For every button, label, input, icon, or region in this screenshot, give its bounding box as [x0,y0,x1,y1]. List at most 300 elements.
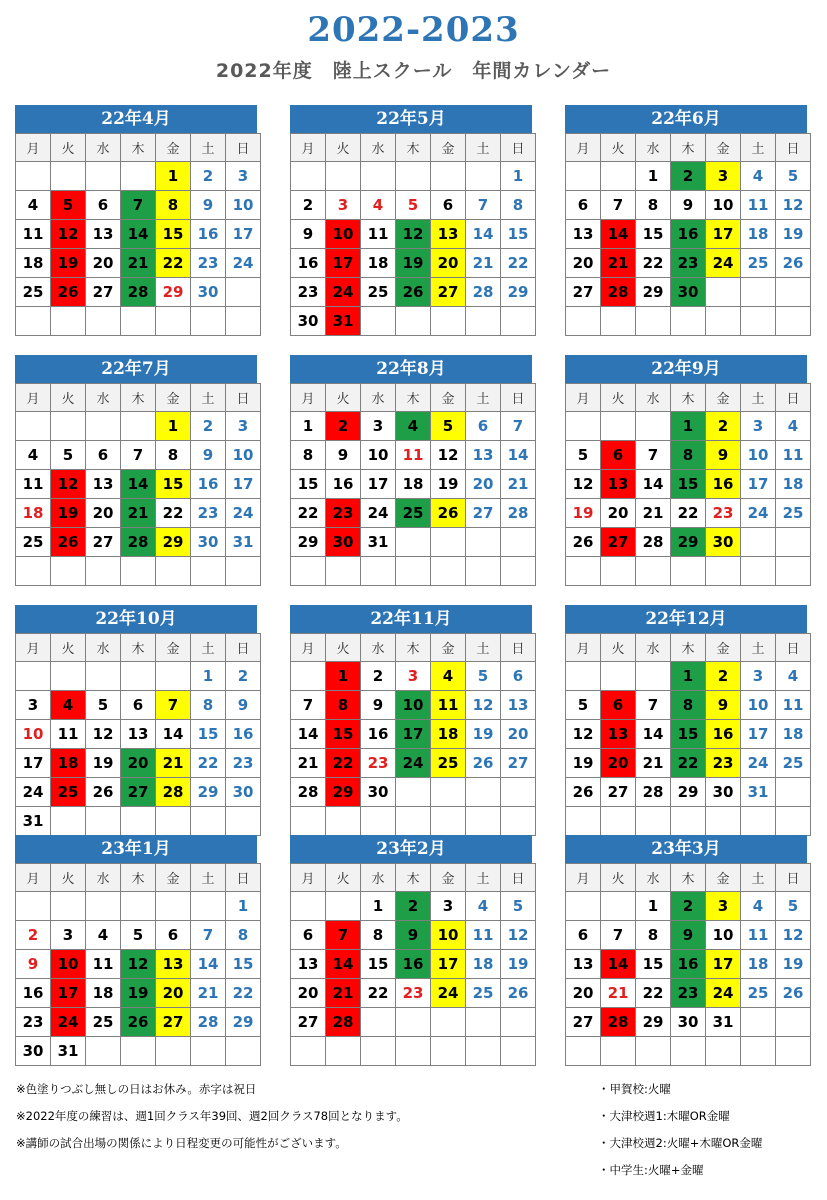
day-cell: 24 [361,499,396,528]
day-cell: 15 [501,220,536,249]
day-cell: 16 [396,950,431,979]
day-cell: 21 [291,749,326,778]
weekday-label: 木 [396,864,431,892]
day-cell: 7 [191,921,226,950]
weekday-label: 木 [671,634,706,662]
month-title: 23年2月 [290,835,532,863]
day-cell: 17 [706,220,741,249]
day-cell: 20 [86,499,121,528]
day-cell: 7 [466,191,501,220]
day-cell: 6 [291,921,326,950]
day-cell: 11 [776,441,811,470]
day-cell: 11 [741,191,776,220]
day-cell: 8 [326,691,361,720]
empty-cell [51,892,86,921]
empty-cell [601,412,636,441]
day-cell: 7 [601,921,636,950]
empty-cell [431,307,466,336]
day-cell: 25 [741,979,776,1008]
notes [16,1076,576,1157]
weekday-label: 月 [566,384,601,412]
weekday-label: 金 [156,134,191,162]
day-cell: 20 [291,979,326,1008]
day-cell: 1 [671,662,706,691]
day-cell: 20 [601,499,636,528]
day-cell: 4 [431,662,466,691]
day-cell: 17 [706,950,741,979]
day-cell: 11 [776,691,811,720]
day-cell: 26 [466,749,501,778]
day-cell: 6 [466,412,501,441]
empty-cell [601,807,636,836]
weekday-label: 木 [121,634,156,662]
day-cell: 4 [86,921,121,950]
empty-cell [121,412,156,441]
day-cell: 2 [16,921,51,950]
day-cell: 13 [601,720,636,749]
day-cell: 2 [671,162,706,191]
weekday-label: 水 [361,134,396,162]
day-cell: 13 [501,691,536,720]
day-cell: 27 [121,778,156,807]
month-calendar [290,835,532,1066]
empty-cell [566,162,601,191]
day-cell: 5 [431,412,466,441]
day-cell: 11 [466,921,501,950]
day-cell: 13 [566,220,601,249]
day-cell: 26 [431,499,466,528]
day-cell: 12 [121,950,156,979]
day-cell: 16 [706,720,741,749]
day-cell: 24 [51,1008,86,1037]
empty-cell [191,807,226,836]
day-cell: 30 [361,778,396,807]
empty-cell [156,662,191,691]
day-cell: 8 [156,191,191,220]
day-cell: 16 [226,720,261,749]
day-cell: 20 [431,249,466,278]
day-cell: 28 [156,778,191,807]
day-cell: 23 [16,1008,51,1037]
day-cell: 11 [431,691,466,720]
day-cell: 14 [466,220,501,249]
day-cell: 29 [291,528,326,557]
day-cell: 30 [706,528,741,557]
day-cell: 2 [706,412,741,441]
day-cell: 21 [326,979,361,1008]
day-cell: 3 [741,412,776,441]
day-cell: 15 [226,950,261,979]
day-cell: 8 [636,191,671,220]
day-cell: 1 [291,412,326,441]
day-cell: 12 [51,470,86,499]
empty-cell [501,307,536,336]
day-cell: 2 [671,892,706,921]
day-cell: 20 [86,249,121,278]
day-cell: 25 [16,278,51,307]
empty-cell [191,307,226,336]
day-cell: 1 [191,662,226,691]
weekday-label: 月 [566,864,601,892]
day-cell: 24 [226,499,261,528]
page-title: 2022-2023 [307,10,520,50]
day-cell: 21 [121,249,156,278]
empty-cell [776,807,811,836]
day-cell: 16 [191,220,226,249]
weekday-label: 月 [16,384,51,412]
day-cell: 3 [431,892,466,921]
empty-cell [466,1008,501,1037]
weekday-label: 月 [16,864,51,892]
day-cell: 6 [501,662,536,691]
empty-cell [741,1008,776,1037]
empty-cell [86,557,121,586]
day-cell: 13 [156,950,191,979]
day-cell: 22 [361,979,396,1008]
month-calendar [15,835,257,1066]
day-cell: 23 [706,749,741,778]
day-cell: 25 [16,528,51,557]
day-cell: 10 [226,191,261,220]
day-cell: 26 [86,778,121,807]
weekday-label: 火 [326,134,361,162]
empty-cell [431,162,466,191]
day-cell: 9 [226,691,261,720]
day-cell: 7 [601,191,636,220]
day-cell: 17 [226,470,261,499]
empty-cell [466,162,501,191]
day-cell: 23 [226,749,261,778]
day-cell: 28 [121,528,156,557]
day-cell: 22 [156,499,191,528]
empty-cell [636,557,671,586]
day-cell: 27 [431,278,466,307]
day-cell: 28 [121,278,156,307]
day-cell: 14 [601,950,636,979]
day-cell: 18 [776,720,811,749]
month-calendar [15,105,257,336]
day-cell: 31 [16,807,51,836]
day-cell: 19 [501,950,536,979]
day-cell: 25 [466,979,501,1008]
day-cell: 13 [291,950,326,979]
day-cell: 2 [291,191,326,220]
day-cell: 1 [156,162,191,191]
day-cell: 21 [636,499,671,528]
day-cell: 18 [16,249,51,278]
day-cell: 18 [86,979,121,1008]
day-cell: 23 [191,249,226,278]
day-cell: 3 [16,691,51,720]
empty-cell [51,412,86,441]
day-cell: 12 [566,470,601,499]
empty-cell [431,528,466,557]
empty-cell [121,1037,156,1066]
day-cell: 7 [636,691,671,720]
empty-cell [431,1037,466,1066]
day-cell: 25 [86,1008,121,1037]
day-cell: 14 [291,720,326,749]
day-cell: 6 [566,191,601,220]
day-cell: 11 [396,441,431,470]
day-cell: 1 [226,892,261,921]
day-cell: 15 [156,220,191,249]
month-title: 22年9月 [565,355,807,383]
day-cell: 13 [601,470,636,499]
weekday-label: 土 [741,384,776,412]
month-calendar [565,105,807,336]
weekday-label: 水 [361,864,396,892]
month-calendar [290,355,532,586]
empty-cell [291,162,326,191]
weekday-label: 水 [86,864,121,892]
empty-cell [706,307,741,336]
weekday-label: 月 [566,134,601,162]
empty-cell [291,807,326,836]
weekday-label: 月 [566,634,601,662]
day-cell: 19 [431,470,466,499]
day-cell: 30 [706,778,741,807]
day-cell: 15 [156,470,191,499]
empty-cell [431,807,466,836]
empty-cell [501,778,536,807]
weekday-label: 金 [156,864,191,892]
day-cell: 5 [776,892,811,921]
weekday-label: 月 [291,864,326,892]
empty-cell [86,412,121,441]
day-cell: 18 [51,749,86,778]
day-cell: 18 [431,720,466,749]
empty-cell [601,892,636,921]
day-cell: 16 [16,979,51,1008]
day-cell: 24 [741,749,776,778]
day-cell: 8 [671,691,706,720]
empty-cell [706,1037,741,1066]
day-cell: 21 [601,979,636,1008]
weekday-label: 火 [51,134,86,162]
month-title: 22年8月 [290,355,532,383]
weekday-label: 日 [501,634,536,662]
day-cell: 19 [776,220,811,249]
day-cell: 24 [326,278,361,307]
empty-cell [86,162,121,191]
day-cell: 2 [706,662,741,691]
day-cell: 31 [706,1008,741,1037]
day-cell: 26 [51,278,86,307]
day-cell: 3 [741,662,776,691]
day-cell: 19 [466,720,501,749]
empty-cell [16,662,51,691]
day-cell: 10 [326,220,361,249]
day-cell: 9 [326,441,361,470]
day-cell: 1 [156,412,191,441]
weekday-label: 土 [191,384,226,412]
day-cell: 12 [566,720,601,749]
day-cell: 19 [566,499,601,528]
day-cell: 18 [361,249,396,278]
day-cell: 20 [501,720,536,749]
day-cell: 22 [501,249,536,278]
day-cell: 30 [671,278,706,307]
month-calendar [15,605,257,836]
month-title: 22年5月 [290,105,532,133]
day-cell: 17 [396,720,431,749]
empty-cell [156,1037,191,1066]
day-cell: 20 [121,749,156,778]
day-cell: 22 [326,749,361,778]
weekday-label: 土 [466,134,501,162]
weekday-label: 日 [776,634,811,662]
day-cell: 15 [291,470,326,499]
day-cell: 22 [226,979,261,1008]
weekday-label: 火 [326,634,361,662]
day-cell: 11 [51,720,86,749]
day-cell: 21 [156,749,191,778]
weekday-label: 火 [51,384,86,412]
weekday-label: 水 [86,384,121,412]
empty-cell [291,662,326,691]
day-cell: 23 [326,499,361,528]
weekday-label: 火 [601,864,636,892]
empty-cell [226,307,261,336]
weekday-label: 月 [291,384,326,412]
day-cell: 5 [51,191,86,220]
day-cell: 16 [671,220,706,249]
day-cell: 25 [361,278,396,307]
day-cell: 5 [121,921,156,950]
day-cell: 4 [776,662,811,691]
empty-cell [121,557,156,586]
empty-cell [191,892,226,921]
day-cell: 28 [326,1008,361,1037]
day-cell: 7 [156,691,191,720]
weekday-label: 日 [501,864,536,892]
empty-cell [466,307,501,336]
day-cell: 6 [566,921,601,950]
weekday-label: 日 [776,134,811,162]
day-cell: 9 [191,441,226,470]
day-cell: 8 [361,921,396,950]
day-cell: 12 [776,191,811,220]
empty-cell [396,1037,431,1066]
day-cell: 30 [226,778,261,807]
empty-cell [466,778,501,807]
day-cell: 25 [776,749,811,778]
empty-cell [776,557,811,586]
empty-cell [86,1037,121,1066]
day-cell: 10 [51,950,86,979]
empty-cell [326,1037,361,1066]
day-cell: 17 [741,470,776,499]
day-cell: 15 [191,720,226,749]
day-cell: 10 [226,441,261,470]
weekday-label: 月 [291,634,326,662]
weekday-label: 木 [396,134,431,162]
day-cell: 6 [156,921,191,950]
day-cell: 27 [156,1008,191,1037]
empty-cell [51,662,86,691]
day-cell: 12 [776,921,811,950]
day-cell: 3 [51,921,86,950]
day-cell: 17 [51,979,86,1008]
day-cell: 28 [636,528,671,557]
weekday-label: 金 [706,634,741,662]
day-cell: 2 [191,412,226,441]
empty-cell [431,1008,466,1037]
day-cell: 21 [636,749,671,778]
day-cell: 31 [226,528,261,557]
weekday-label: 水 [361,634,396,662]
day-cell: 6 [86,441,121,470]
weekday-label: 金 [706,864,741,892]
day-cell: 11 [741,921,776,950]
empty-cell [291,557,326,586]
day-cell: 9 [361,691,396,720]
day-cell: 8 [156,441,191,470]
day-cell: 31 [361,528,396,557]
day-cell: 19 [51,249,86,278]
empty-cell [741,307,776,336]
day-cell: 13 [121,720,156,749]
empty-cell [636,1037,671,1066]
day-cell: 24 [431,979,466,1008]
day-cell: 8 [671,441,706,470]
day-cell: 27 [601,528,636,557]
day-cell: 14 [121,470,156,499]
day-cell: 22 [636,249,671,278]
day-cell: 1 [671,412,706,441]
empty-cell [501,528,536,557]
empty-cell [671,557,706,586]
weekday-label: 火 [601,634,636,662]
empty-cell [156,892,191,921]
day-cell: 6 [601,691,636,720]
day-cell: 20 [466,470,501,499]
day-cell: 13 [566,950,601,979]
day-cell: 31 [51,1037,86,1066]
day-cell: 15 [636,950,671,979]
day-cell: 13 [431,220,466,249]
day-cell: 27 [291,1008,326,1037]
empty-cell [601,162,636,191]
day-cell: 22 [671,749,706,778]
weekday-label: 水 [361,384,396,412]
empty-cell [776,278,811,307]
weekday-label: 土 [191,864,226,892]
day-cell: 20 [156,979,191,1008]
day-cell: 26 [121,1008,156,1037]
day-cell: 15 [671,720,706,749]
day-cell: 14 [636,470,671,499]
weekday-label: 土 [741,864,776,892]
page-subtitle: 2022年度 陸上スクール 年間カレンダー [215,60,612,82]
empty-cell [671,807,706,836]
day-cell: 10 [741,691,776,720]
day-cell: 21 [501,470,536,499]
weekday-label: 金 [431,864,466,892]
empty-cell [16,162,51,191]
day-cell: 12 [51,220,86,249]
day-cell: 26 [396,278,431,307]
day-cell: 30 [191,278,226,307]
day-cell: 14 [156,720,191,749]
empty-cell [86,662,121,691]
day-cell: 5 [86,691,121,720]
weekday-label: 火 [326,864,361,892]
empty-cell [226,557,261,586]
day-cell: 18 [741,220,776,249]
empty-cell [601,307,636,336]
